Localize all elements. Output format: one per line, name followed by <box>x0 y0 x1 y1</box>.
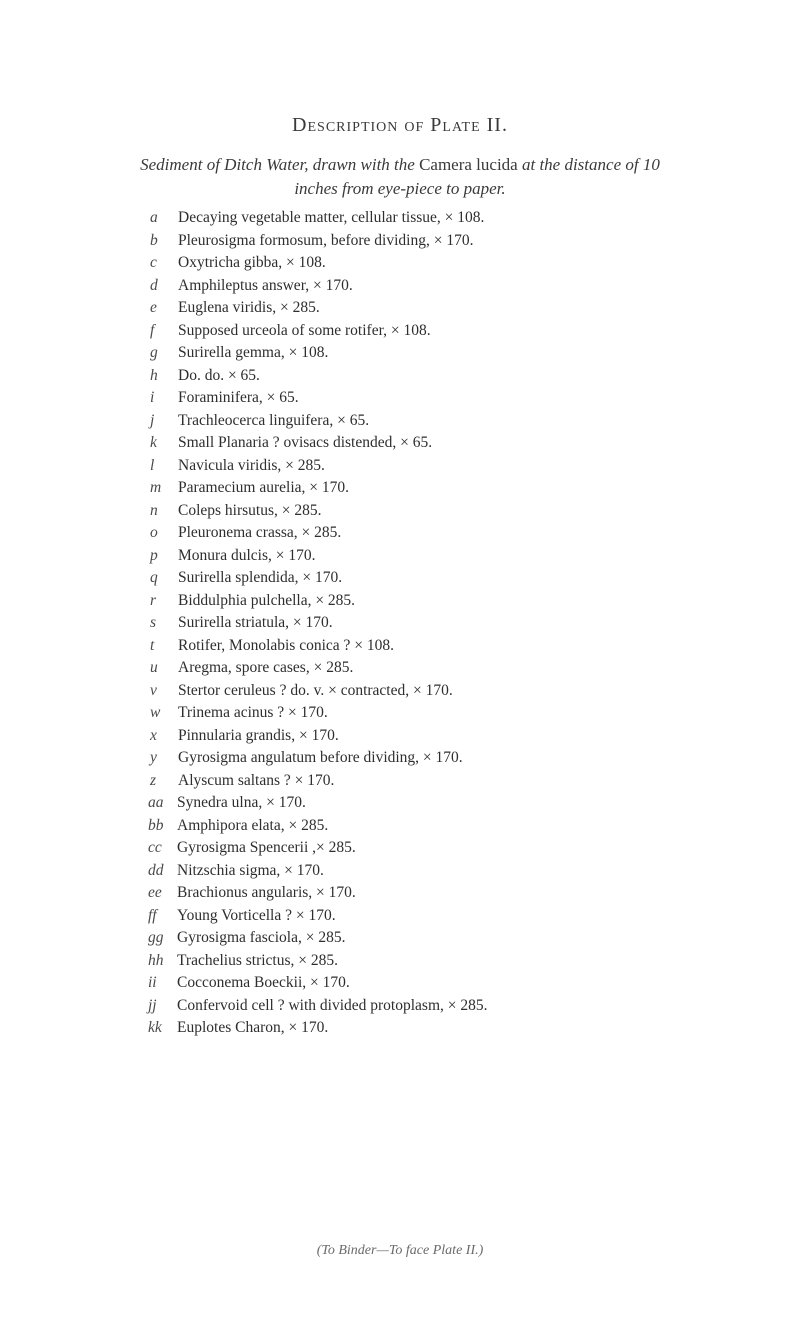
legend-entry <box>0 950 800 973</box>
legend-entry <box>0 522 800 545</box>
legend-entry <box>0 882 800 905</box>
legend-entry <box>0 972 800 995</box>
legend-letter: bb <box>148 816 164 834</box>
legend-description: Euglena viridis, × 285. <box>178 299 320 316</box>
legend-letter: kk <box>148 1019 162 1036</box>
legend-letter: ee <box>148 884 162 901</box>
legend-entry <box>0 387 800 410</box>
plate-subtitle <box>130 153 670 201</box>
legend-letter: aa <box>148 794 164 811</box>
legend-entry <box>0 590 800 613</box>
legend-description: Paramecium aurelia, × 170. <box>178 479 349 496</box>
legend-entry <box>0 410 800 433</box>
legend-description: Trinema acinus ? × 170. <box>178 704 328 721</box>
legend-entry <box>0 275 800 298</box>
legend-description: Euplotes Charon, × 170. <box>177 1019 329 1036</box>
legend-letter: hh <box>148 951 164 969</box>
legend-entry <box>0 1017 800 1040</box>
legend-entry <box>0 342 800 365</box>
legend-letter: a <box>150 209 158 226</box>
legend-entry <box>0 252 800 275</box>
legend-description: Monura dulcis, × 170. <box>178 546 316 564</box>
legend-letter: gg <box>148 929 164 946</box>
legend-description: Nitzschia sigma, × 170. <box>177 861 324 879</box>
page-title: Description of Plate II. <box>292 114 508 136</box>
legend-letter: d <box>150 276 158 294</box>
subtitle-part-2: Camera lucida <box>419 155 518 174</box>
legend-description: Supposed urceola of some rotifer, × 108. <box>178 321 431 339</box>
legend-letter: f <box>150 321 155 339</box>
legend-entry <box>0 477 800 500</box>
legend-entry <box>0 320 800 343</box>
legend-entry <box>0 545 800 568</box>
legend-description: Alyscum saltans ? × 170. <box>178 771 335 789</box>
legend-letter: z <box>150 771 157 789</box>
legend-description: Oxytricha gibba, × 108. <box>178 254 326 271</box>
subtitle-part-3: at the distance of 10 inches from eye-piece to paper. <box>294 155 660 198</box>
legend-description: Coleps hirsutus, × 285. <box>178 501 322 519</box>
legend-letter: r <box>150 591 157 609</box>
legend-description: Amphileptus answer, × 170. <box>178 276 353 294</box>
legend-description: Gyrosigma Spencerii ,× 285. <box>177 839 356 856</box>
legend-description: Rotifer, Monolabis conica ? × 108. <box>178 636 395 654</box>
legend-entry <box>0 905 800 928</box>
plate-legend-list <box>0 207 800 1040</box>
legend-letter: u <box>150 659 158 676</box>
legend-description: Amphipora elata, × 285. <box>177 816 329 834</box>
legend-letter: ff <box>148 906 157 924</box>
legend-letter: y <box>150 749 157 766</box>
legend-letter: h <box>150 366 158 384</box>
legend-entry <box>0 500 800 523</box>
legend-entry <box>0 815 800 838</box>
legend-description: Surirella striatula, × 170. <box>178 614 333 631</box>
legend-description: Foraminifera, × 65. <box>178 389 299 406</box>
legend-letter: c <box>150 254 157 271</box>
legend-letter: l <box>150 456 155 474</box>
legend-description: Biddulphia pulchella, × 285. <box>178 591 356 609</box>
legend-description: Trachelius strictus, × 285. <box>177 951 339 969</box>
legend-description: Pinnularia grandis, × 170. <box>178 726 339 744</box>
legend-entry <box>0 365 800 388</box>
legend-entry <box>0 995 800 1018</box>
subtitle-part-1: Sediment of Ditch Water, drawn with the <box>140 155 415 174</box>
legend-entry <box>0 297 800 320</box>
legend-description: Cocconema Boeckii, × 170. <box>177 974 350 991</box>
legend-letter: ii <box>148 974 157 991</box>
legend-description: Do. do. × 65. <box>178 366 260 384</box>
legend-letter: jj <box>148 996 157 1014</box>
legend-description: Young Vorticella ? × 170. <box>177 906 336 924</box>
legend-description: Surirella splendida, × 170. <box>178 569 343 586</box>
legend-letter: p <box>150 546 158 564</box>
legend-letter: j <box>150 411 155 429</box>
legend-letter: m <box>150 479 162 496</box>
legend-description: Brachionus angularis, × 170. <box>177 884 356 901</box>
legend-entry <box>0 725 800 748</box>
legend-description: Pleurosigma formosum, before dividing, × 170. <box>178 231 474 249</box>
legend-letter: o <box>150 524 158 541</box>
legend-entry <box>0 657 800 680</box>
legend-description: Navicula viridis, × 285. <box>178 456 325 474</box>
legend-description: Surirella gemma, × 108. <box>178 344 329 361</box>
legend-letter: w <box>150 704 161 721</box>
legend-entry <box>0 230 800 253</box>
legend-letter: dd <box>148 861 164 879</box>
legend-description: Trachleocerca linguifera, × 65. <box>178 411 370 429</box>
legend-letter: t <box>150 636 155 654</box>
legend-entry <box>0 207 800 230</box>
legend-description: Gyrosigma angulatum before dividing, × 170. <box>178 749 463 766</box>
legend-letter: i <box>150 389 155 406</box>
legend-entry <box>0 837 800 860</box>
legend-letter: k <box>150 434 157 451</box>
legend-description: Decaying vegetable matter, cellular tissue, × 108. <box>178 209 485 226</box>
legend-entry <box>0 770 800 793</box>
binder-note: (To Binder—To face Plate II.) <box>316 1243 484 1258</box>
legend-description: Confervoid cell ? with divided protoplasm, × 285. <box>177 996 488 1014</box>
legend-letter: q <box>150 569 158 586</box>
legend-entry <box>0 612 800 635</box>
legend-entry <box>0 680 800 703</box>
legend-entry <box>0 635 800 658</box>
legend-entry <box>0 567 800 590</box>
legend-entry <box>0 747 800 770</box>
legend-entry <box>0 455 800 478</box>
legend-letter: s <box>150 614 157 631</box>
legend-letter: cc <box>148 839 162 856</box>
legend-letter: b <box>150 231 158 249</box>
legend-letter: n <box>150 501 158 519</box>
legend-entry <box>0 702 800 725</box>
legend-entry <box>0 927 800 950</box>
legend-entry <box>0 860 800 883</box>
legend-letter: e <box>150 299 157 316</box>
legend-description: Aregma, spore cases, × 285. <box>178 659 354 676</box>
legend-description: Pleuronema crassa, × 285. <box>178 524 342 541</box>
legend-letter: v <box>150 681 157 699</box>
legend-description: Stertor ceruleus ? do. v. × contracted, × 170. <box>178 681 453 699</box>
legend-description: Gyrosigma fasciola, × 285. <box>177 929 346 946</box>
legend-description: Small Planaria ? ovisacs distended, × 65. <box>178 434 433 451</box>
legend-description: Synedra ulna, × 170. <box>177 794 306 811</box>
legend-entry <box>0 432 800 455</box>
legend-letter: x <box>150 726 157 744</box>
legend-entry <box>0 792 800 815</box>
legend-letter: g <box>150 344 158 361</box>
